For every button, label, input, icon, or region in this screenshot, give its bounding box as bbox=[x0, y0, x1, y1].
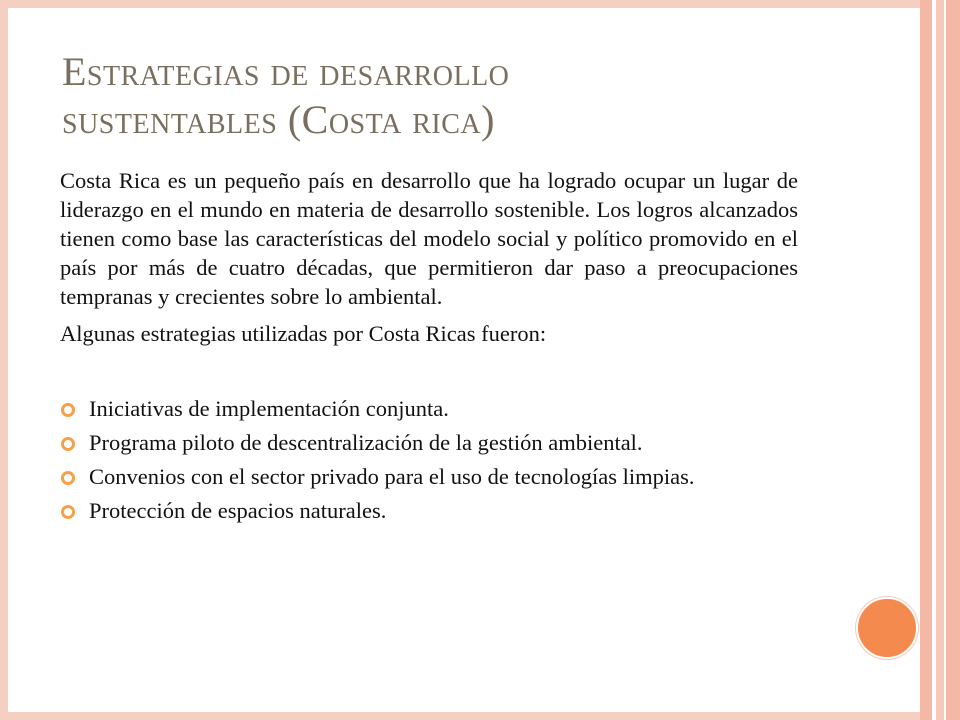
bullet-ring-icon bbox=[60, 470, 76, 486]
list-item bbox=[60, 498, 798, 524]
strategy-list bbox=[60, 396, 798, 524]
bullet-ring-icon bbox=[60, 402, 76, 418]
slide-title bbox=[62, 48, 842, 144]
list-item bbox=[60, 396, 798, 422]
slide-title-line2: sustentables (Costa rica) bbox=[62, 97, 495, 142]
strategies-lead-in: Algunas estrategias utilizadas por Costa Ricas fueron: bbox=[60, 321, 547, 346]
list-item bbox=[60, 430, 798, 456]
stripe bbox=[946, 0, 960, 720]
stripe bbox=[920, 0, 932, 720]
intro-paragraph: Costa Rica es un pequeño país en desarrollo que ha logrado ocupar un lugar de liderazgo en el mundo en materia de desarrollo sostenible. Los logros alcanzados tienen como base las características del modelo social y político promovido en el país por más de cuatro décadas, que permitieron dar paso a preocupaciones tempranas y crecientes sobre lo ambiental. bbox=[60, 168, 798, 309]
list-item-text: Protección de espacios naturales. bbox=[89, 498, 387, 523]
bullet-ring-icon bbox=[60, 436, 76, 452]
bullet-ring-icon bbox=[60, 504, 76, 520]
right-decorative-stripes bbox=[920, 0, 960, 720]
stripe bbox=[936, 0, 944, 720]
slide-body bbox=[60, 166, 798, 532]
list-item-text: Iniciativas de implementación conjunta. bbox=[89, 396, 449, 421]
orange-circle-icon bbox=[856, 597, 918, 659]
list-item-text: Programa piloto de descentralización de la gestión ambiental. bbox=[89, 430, 643, 455]
list-item bbox=[60, 464, 798, 490]
slide-title-line1: Estrategias de desarrollo bbox=[62, 49, 510, 94]
list-item-text: Convenios con el sector privado para el uso de tecnologías limpias. bbox=[89, 464, 695, 489]
